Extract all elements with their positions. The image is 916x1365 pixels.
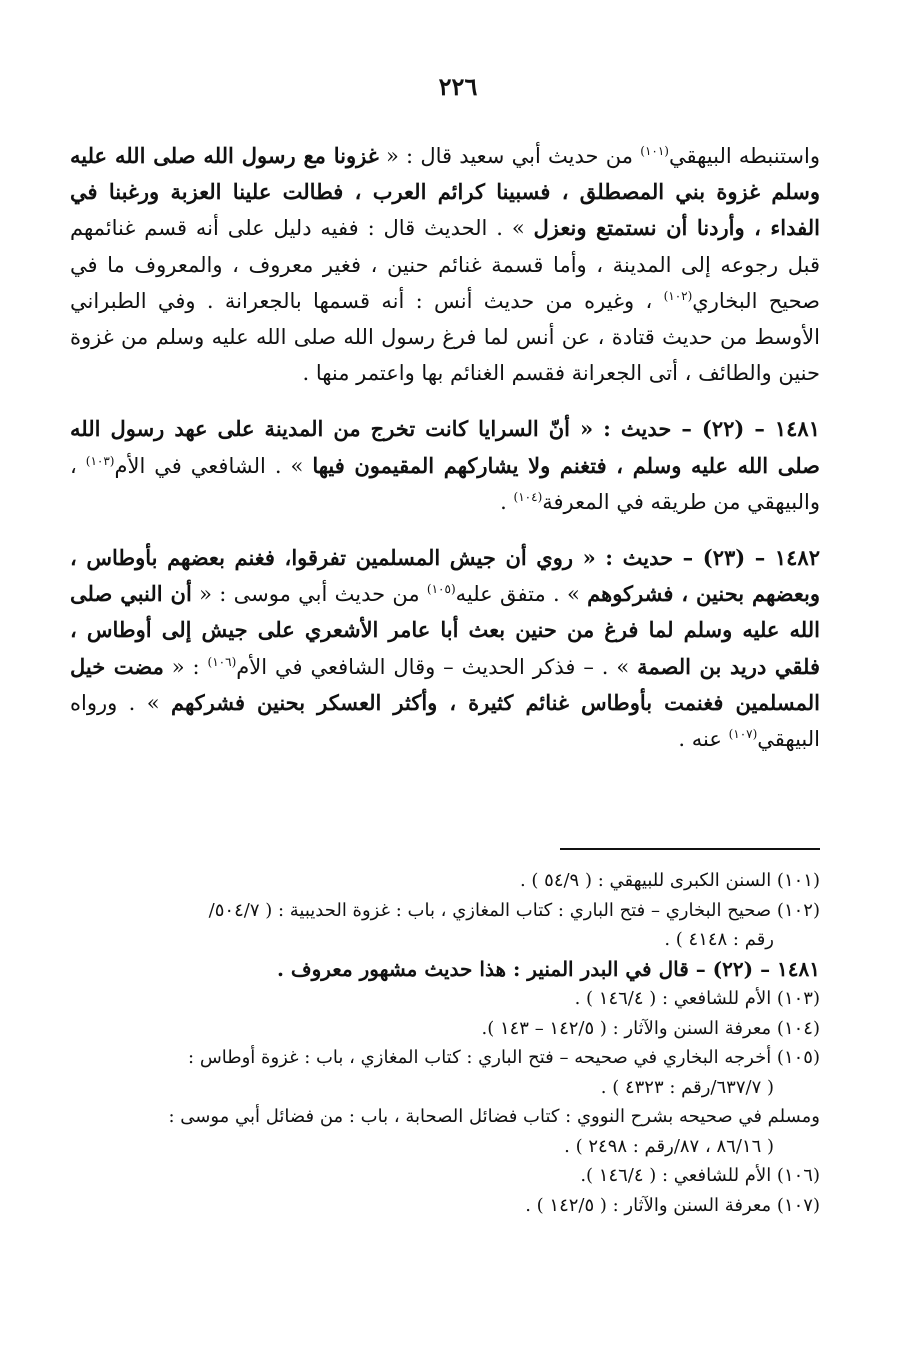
footnote-line: (١٠٤) معرفة السنن والآثار : ( ١٤٢/٥ – ١٤٣ ). xyxy=(481,1017,820,1039)
body-text: من حديث أبي سعيد قال : « xyxy=(378,144,641,168)
footnote-line: ١٤٨١ – (٢٢) – قال في البدر المنير : هذا حديث مشهور معروف . xyxy=(276,956,820,981)
footnote-line: (١٠١) السنن الكبرى للبيهقي : ( ٥٤/٩ ) . xyxy=(519,870,820,891)
body-text: ، وغيره من حديث أنس : أنه قسمها بالجعرانة . وفي الطبراني الأوسط من حديث قتادة ، عن أنس لما فرغ رسول الله صلى الله عليه وسلم من غزوة حنين والطائف ، أتى الجعرانة فقسم الغنائم بها واعتمر منها . xyxy=(70,288,820,386)
quoted-text: مضت خيل المسلمين فغنمت بأوطاس غنائم كثيرة ، وأكثر العسكر بحنين فشركهم xyxy=(70,653,820,715)
body-text: » . ورواه البيهقي xyxy=(70,690,820,752)
body-text: » . الشافعي في الأم xyxy=(114,453,313,478)
footnote-line: (١٠٦) الأم للشافعي : ( ١٤٦/٤ ). xyxy=(580,1165,820,1186)
body-text: » . – فذكر الحديث – وقال الشافعي في الأم xyxy=(236,654,638,679)
footnote-marker: (١٠٣) xyxy=(85,453,115,468)
paragraph xyxy=(70,138,820,391)
page-number: ٢٢٦ xyxy=(438,72,478,101)
footnote-line: رقم : ٤١٤٨ ) . xyxy=(664,929,774,950)
footnote-line: ( ٨٦/١٦ ، ٨٧/رقم : ٢٤٩٨ ) . xyxy=(564,1135,774,1157)
footnote-marker: (١٠٥) xyxy=(426,582,456,597)
body-text: ، والبيهقي من طريقه في المعرفة xyxy=(70,453,820,514)
footnote-line: ومسلم في صحيحه بشرح النووي : كتاب فضائل الصحابة ، باب : من فضائل أبي موسى : xyxy=(168,1106,820,1127)
paragraph xyxy=(70,411,820,520)
quoted-text: ١٤٨٢ – (٢٣) – حديث : « روي أن جيش المسلمين تفرقوا، فغنم بعضهم بأوطاس ، وبعضهم بحنين ، فشركوهم xyxy=(70,545,821,607)
body-text: : « xyxy=(163,654,208,679)
footnote-line: (١٠٧) معرفة السنن والآثار : ( ١٤٢/٥ ) . xyxy=(525,1194,820,1216)
footnote-line: (١٠٢) صحيح البخاري – فتح الباري : كتاب المغازي ، باب : غزوة الحديبية : ( ٥٠٤/٧/ xyxy=(208,899,820,921)
quoted-text: أن النبي صلى الله عليه وسلم لما فرغ من حنين بعث أبا عامر الأشعري على جيش إلى أوطاس ، فلقي دريد بن الصمة xyxy=(70,581,820,679)
footnote-line: (١٠٣) الأم للشافعي : ( ١٤٦/٤ ) . xyxy=(574,988,820,1009)
body-text: . xyxy=(500,489,514,514)
body-text: عنه . xyxy=(678,727,729,752)
footnote-marker: (١٠٤) xyxy=(513,489,543,504)
body-text: واستنبطه البيهقي xyxy=(668,144,820,168)
footnote-marker: (١٠٢) xyxy=(663,288,693,303)
quoted-text: ١٤٨١ – (٢٢) – حديث : « أنّ السرايا كانت تخرج من المدينة على عهد رسول الله صلى الله عليه وسلم ، فتغنم ولا يشاركهم المقيمون فيها xyxy=(70,416,821,478)
body-text: » . متفق عليه xyxy=(455,582,588,607)
body-text: من حديث أبي موسى : « xyxy=(191,582,427,607)
paragraph xyxy=(70,540,820,757)
footnotes xyxy=(84,866,820,1220)
main-text xyxy=(70,138,820,777)
footnote-marker: (١٠١) xyxy=(640,144,669,158)
body-text: » . الحديث قال : ففيه دليل على أنه قسم غنائمهم قبل رجوعه إلى المدينة ، وأما قسمة غنائم حنين ، فغير معروف ، والمعروف ما في صحيح البخاري xyxy=(70,216,820,313)
footnote-line: (١٠٥) أخرجه البخاري في صحيحه – فتح الباري : كتاب المغازي ، باب : غزوة أوطاس : xyxy=(188,1047,820,1068)
footnote-line: ( ٦٣٧/٧/رقم : ٤٣٢٣ ) . xyxy=(600,1076,774,1098)
footnote-marker: (١٠٦) xyxy=(207,654,237,669)
quoted-text: غزونا مع رسول الله صلى الله عليه وسلم غزوة بني المصطلق ، فسبينا كرائم العرب ، فطالت علينا العزبة ورغبنا في الفداء ، وأردنا أن نستمتع ونعزل xyxy=(70,143,821,241)
footnote-separator xyxy=(560,848,820,850)
footnote-marker: (١٠٧) xyxy=(728,727,758,742)
